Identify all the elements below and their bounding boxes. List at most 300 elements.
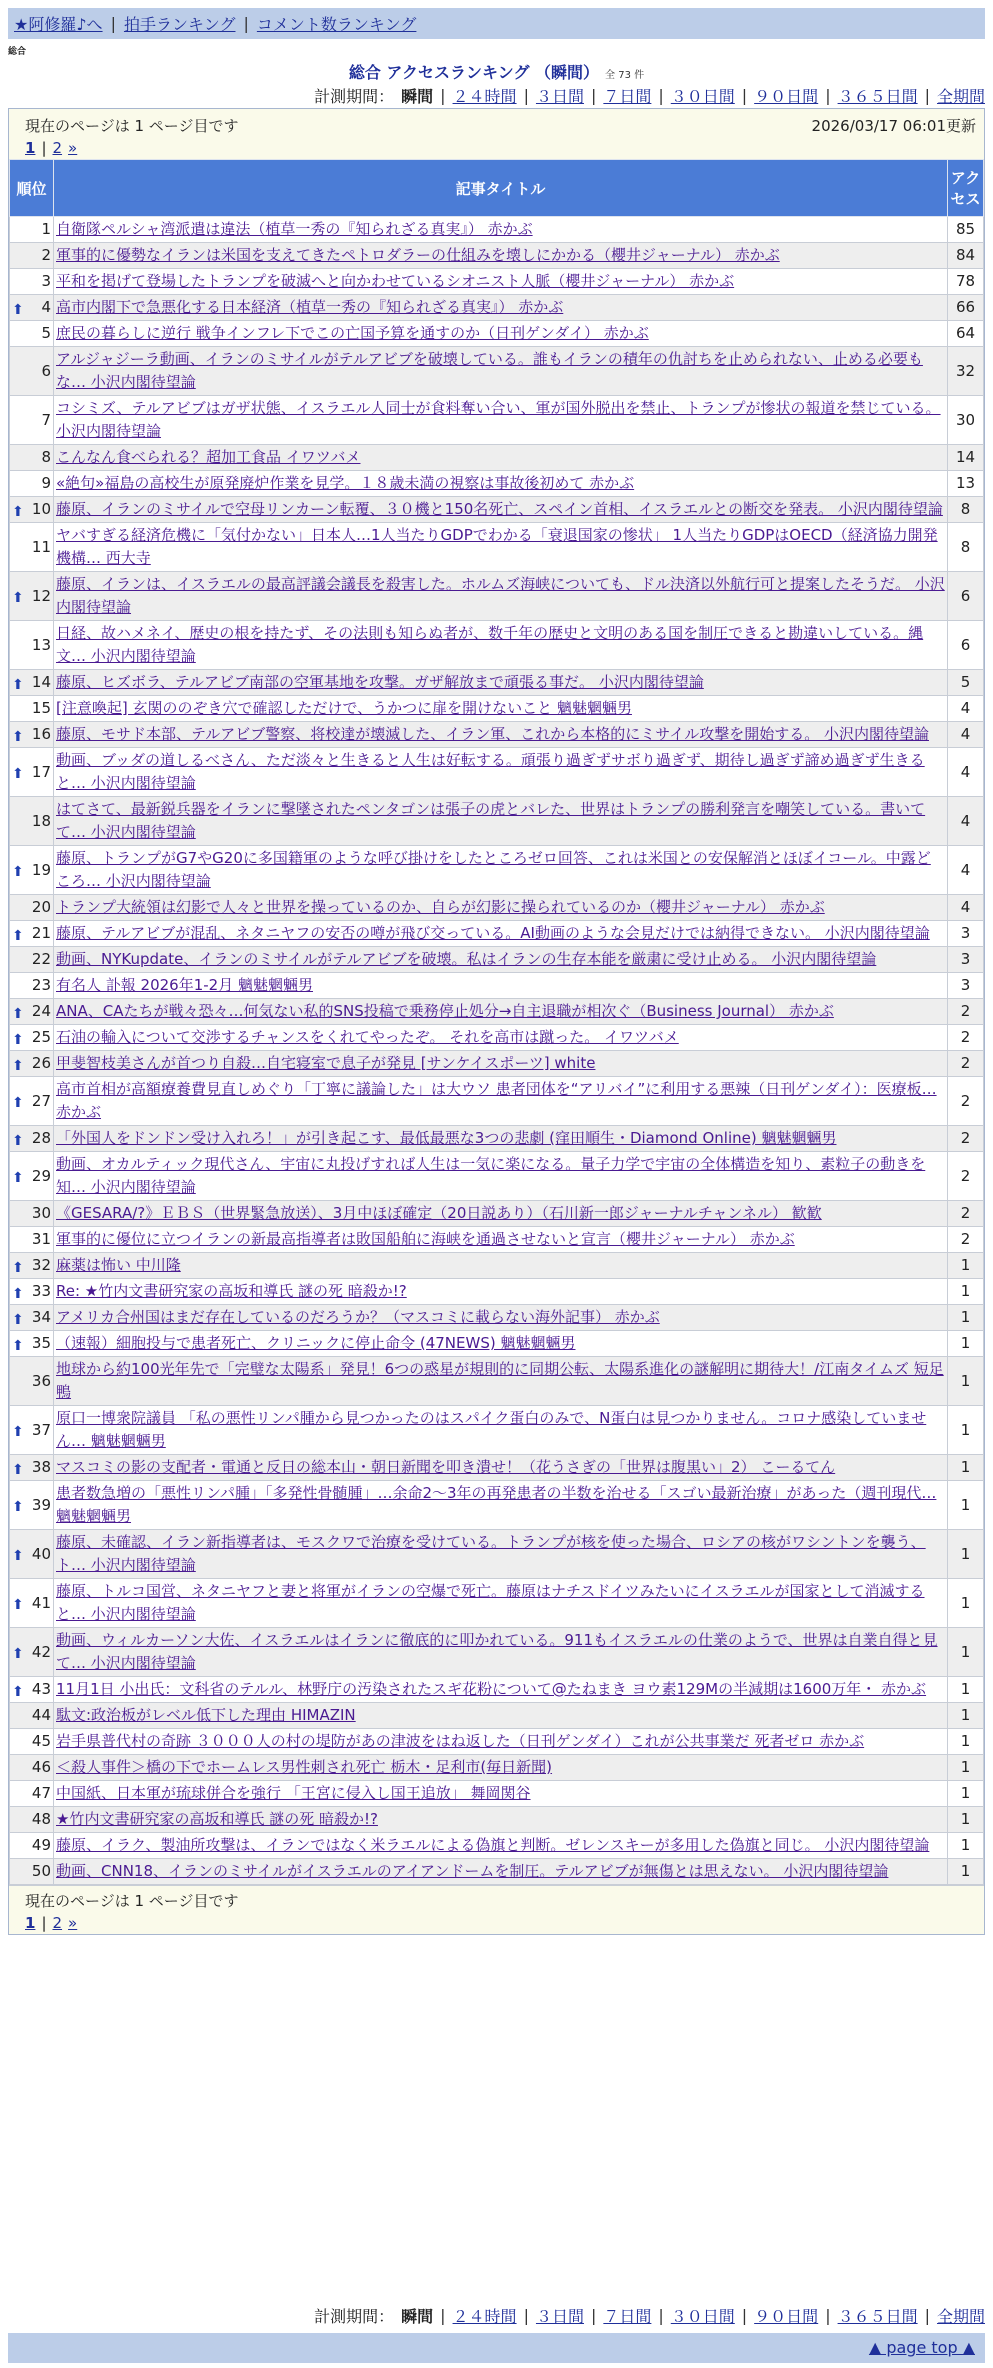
period-option-1[interactable]: ２４時間 — [452, 87, 517, 106]
rank-up-arrow-icon: ⬆ — [12, 1499, 24, 1515]
access-count: 6 — [948, 572, 984, 621]
table-row — [10, 347, 984, 396]
title-cell — [54, 973, 948, 999]
rank-up-arrow-icon: ⬆ — [12, 1683, 24, 1700]
access-count: 1 — [948, 1833, 984, 1859]
article-link[interactable]: 藤原、トルコ国営、ネタニヤフと妻と将軍がイランの空爆で死亡。藤原はナチスドイツみたいにイスラエルが国家として消滅すると… 小沢内閣待望論 — [56, 1582, 925, 1623]
table-row — [10, 895, 984, 921]
period-separator: | — [440, 86, 446, 105]
period-option-5[interactable]: ９０日間 — [754, 2307, 819, 2326]
rank-cell — [10, 1357, 54, 1406]
article-link[interactable]: 麻薬は怖い 中川隆 — [56, 1256, 181, 1274]
article-link[interactable]: 中国紙、日本軍が琉球併合を強行 「王宮に侵入し国王追放」 舞岡関谷 — [56, 1784, 531, 1802]
period-separator: | — [440, 2306, 446, 2325]
rank-cell — [10, 1755, 54, 1781]
period-option-4[interactable]: ３０日間 — [670, 87, 735, 106]
title-cell — [54, 497, 948, 523]
rank-number: 35 — [31, 1334, 51, 1352]
page-link-2[interactable]: 2 — [52, 1914, 63, 1932]
access-count: 4 — [948, 696, 984, 722]
nav-separator: | — [110, 14, 116, 33]
title-cell — [54, 1807, 948, 1833]
table-row — [10, 396, 984, 445]
article-link[interactable]: ヤバすぎる経済危機に「気付かない」日本人…1人当たりGDPでわかる「衰退国家の惨状」 1人当たりGDPはOECD（経済協力開発機構… 西大寺 — [56, 526, 938, 567]
rank-cell — [10, 1807, 54, 1833]
table-row — [10, 999, 984, 1025]
next-page-link[interactable]: » — [68, 1914, 78, 1932]
rank-number: 14 — [31, 673, 51, 691]
table-row — [10, 722, 984, 748]
rank-cell — [10, 973, 54, 999]
pagination — [25, 139, 77, 157]
article-link[interactable]: Re: ★竹内文書研究家の高坂和導氏 謎の死 暗殺か!? — [56, 1282, 407, 1300]
access-count: 1 — [948, 1481, 984, 1530]
rank-number: 31 — [31, 1230, 51, 1248]
comment-ranking-link[interactable]: コメント数ランキング — [256, 15, 417, 34]
title-cell — [54, 1579, 948, 1628]
period-label: 計測期間： — [314, 2307, 395, 2326]
rank-cell — [10, 243, 54, 269]
article-link[interactable]: 平和を掲げて登場したトランプを破滅へと向かわせているシオニスト人脈（櫻井ジャーナル） 赤かぶ — [56, 272, 735, 290]
rank-number: 28 — [31, 1129, 51, 1147]
rank-number: 23 — [31, 976, 51, 994]
rank-number: 9 — [41, 474, 51, 492]
title-cell — [54, 1331, 948, 1357]
rank-cell — [10, 1305, 54, 1331]
rank-up-arrow-icon: ⬆ — [12, 728, 24, 745]
access-count: 13 — [948, 471, 984, 497]
article-link[interactable]: 《GESARA/?》ＥＢＳ（世界緊急放送）、3月中ほぼ確定（20日説あり）（石川新一郎ジャーナルチャンネル） 歓歓 — [56, 1204, 822, 1222]
article-link[interactable]: 自衛隊ペルシャ湾派遣は違法（植草一秀の『知られざる真実』） 赤かぶ — [56, 220, 533, 238]
access-count: 4 — [948, 722, 984, 748]
period-separator: | — [924, 2306, 930, 2325]
rank-number: 47 — [31, 1784, 51, 1802]
access-count: 64 — [948, 321, 984, 347]
rank-cell — [10, 921, 54, 947]
article-link[interactable]: 動画、ブッダの道しるべさん、ただ淡々と生きると人生は好転する。頑張り過ぎずサボり過ぎず、期待し過ぎず諦め過ぎず生きると… 小沢内閣待望論 — [56, 751, 925, 792]
article-link[interactable]: «絶句»福島の高校生が原発廃炉作業を見学。１８歳未満の視察は事故後初めて 赤かぶ — [56, 474, 635, 492]
rank-cell — [10, 1703, 54, 1729]
rank-cell — [10, 523, 54, 572]
access-count: 4 — [948, 895, 984, 921]
article-link[interactable]: 11月1日 小出氏：文科省のテルル、林野庁の汚染されたスギ花粉について@たねまき ヨウ素129Mの半減期は1600万年・ 赤かぶ — [56, 1680, 927, 1698]
access-count: 3 — [948, 973, 984, 999]
rank-up-arrow-icon: ⬆ — [12, 1005, 24, 1022]
access-count: 1 — [948, 1703, 984, 1729]
clap-ranking-link[interactable]: 拍手ランキング — [123, 15, 236, 34]
rank-number: 48 — [31, 1810, 51, 1828]
table-row — [10, 748, 984, 797]
rank-cell — [10, 1077, 54, 1126]
rank-cell — [10, 670, 54, 696]
access-count: 1 — [948, 1305, 984, 1331]
article-link[interactable]: 原口一博衆院議員 「私の悪性リンパ腫から見つかったのはスパイク蛋白のみで、N蛋白は見つかりません。コロナ感染していません… 魑魅魍魎男 — [56, 1409, 927, 1450]
rank-cell — [10, 295, 54, 321]
rank-number: 4 — [41, 298, 51, 316]
article-link[interactable]: 藤原、モサド本部、テルアビブ警察、将校達が壊滅した、イラン軍、これから本格的にミサイル攻撃を開始する。 小沢内閣待望論 — [56, 725, 929, 743]
article-link[interactable]: はてさて、最新鋭兵器をイランに撃墜されたペンタゴンは張子の虎とバレた、世界はトランプの勝利発言を嘲笑している。書いてて… 小沢内閣待望論 — [56, 800, 926, 841]
table-row — [10, 1628, 984, 1677]
article-link[interactable]: 高市内閣下で急悪化する日本経済（植草一秀の『知られざる真実』） 赤かぶ — [56, 298, 564, 316]
rank-cell — [10, 1628, 54, 1677]
article-link[interactable]: 軍事的に優勢なイランは米国を支えてきたペトロダラーの仕組みを壊しにかかる（櫻井ジャーナル） 赤かぶ — [56, 246, 780, 264]
ranking-table — [9, 159, 984, 1885]
rank-number: 24 — [31, 1002, 51, 1020]
rank-cell — [10, 1227, 54, 1253]
table-row — [10, 445, 984, 471]
ranking-title-row — [0, 60, 993, 83]
access-count: 2 — [948, 1077, 984, 1126]
article-link[interactable]: こんなん食べられる？超加工食品 イワツバメ — [56, 448, 361, 466]
article-link[interactable]: 岩手県普代村の奇跡 ３０００人の村の堤防があの津波をはね返した（日刊ゲンダイ）これが公共事業だ 死者ゼロ 赤かぶ — [56, 1732, 865, 1750]
rank-cell — [10, 846, 54, 895]
period-selector — [314, 84, 985, 107]
rank-cell — [10, 1530, 54, 1579]
rank-number: 13 — [31, 635, 51, 654]
rank-up-arrow-icon: ⬆ — [12, 1095, 24, 1111]
access-count: 1 — [948, 1781, 984, 1807]
title-cell — [54, 1859, 948, 1885]
rank-cell — [10, 748, 54, 797]
top-nav-bar — [8, 8, 985, 39]
period-option-2[interactable]: ３日間 — [535, 87, 584, 106]
access-count: 2 — [948, 1126, 984, 1152]
article-link[interactable]: トランプ大統領は幻影で人々と世界を操っているのか、自らが幻影に操られているのか（櫻井ジャーナル） 赤かぶ — [56, 898, 825, 916]
article-link[interactable]: 動画、NYKupdate、イランのミサイルがテルアビブを破壊。私はイランの生存本能を厳粛に受け止める。 小沢内閣待望論 — [56, 950, 877, 968]
period-separator: | — [825, 2306, 831, 2325]
page-link-1[interactable]: 1 — [25, 1914, 36, 1932]
rank-up-arrow-icon: ⬆ — [12, 864, 24, 880]
title-cell — [54, 1530, 948, 1579]
home-link[interactable]: ★阿修羅♪へ — [14, 15, 103, 34]
title-cell — [54, 797, 948, 846]
article-link[interactable]: 石油の輸入について交渉するチャンスをくれてやったぞ。 それを高市は蹴った。 イワツバメ — [56, 1028, 679, 1046]
rank-number: 17 — [31, 762, 51, 781]
rank-up-arrow-icon: ⬆ — [12, 1424, 24, 1440]
rank-number: 37 — [31, 1420, 51, 1439]
access-count: 85 — [948, 217, 984, 243]
rank-cell — [10, 445, 54, 471]
table-row — [10, 846, 984, 895]
rank-cell — [10, 1279, 54, 1305]
rank-cell — [10, 572, 54, 621]
rank-number: 43 — [31, 1680, 51, 1698]
rank-number: 45 — [31, 1732, 51, 1750]
article-link[interactable]: 藤原、ヒズボラ、テルアビブ南部の空軍基地を攻撃。ガザ解放まで頑張る事だ。 小沢内閣待望論 — [56, 673, 704, 691]
article-link[interactable]: コシミズ、テルアビブはガザ状態、イスラエル人同士が食料奪い合い、軍が国外脱出を禁止、トランプが惨状の報道を禁じている。 小沢内閣待望論 — [56, 399, 941, 440]
access-count: 8 — [948, 497, 984, 523]
period-separator: | — [523, 2306, 529, 2325]
rank-number: 2 — [41, 246, 51, 264]
period-option-0: 瞬間 — [401, 87, 434, 106]
access-count: 5 — [948, 670, 984, 696]
article-link[interactable]: ANA、CAたちが戦々恐々…何気ない私的SNS投稿で乗務停止処分→自主退職が相次ぐ（Business Journal） 赤かぶ — [56, 1002, 834, 1020]
access-count: 78 — [948, 269, 984, 295]
article-link[interactable]: 動画、ウィルカーソン大佐、イスラエルはイランに徹底的に叩かれている。911もイスラエルの仕業のようで、世界は自業自得と見て… 小沢内閣待望論 — [56, 1631, 938, 1672]
rank-number: 40 — [31, 1544, 51, 1563]
title-cell — [54, 748, 948, 797]
access-count: 6 — [948, 621, 984, 670]
table-row — [10, 523, 984, 572]
table-row — [10, 797, 984, 846]
access-count: 2 — [948, 1152, 984, 1201]
access-count: 1 — [948, 1859, 984, 1885]
rank-number: 5 — [41, 324, 51, 342]
period-separator: | — [825, 86, 831, 105]
period-separator: | — [523, 86, 529, 105]
title-cell — [54, 921, 948, 947]
rank-cell — [10, 269, 54, 295]
access-count: 32 — [948, 347, 984, 396]
rank-up-arrow-icon: ⬆ — [12, 1597, 24, 1613]
article-link[interactable]: 駄文:政治板がレベル低下した理由 HIMAZIN — [56, 1706, 356, 1724]
period-separator: | — [590, 86, 597, 105]
period-separator: | — [741, 86, 748, 105]
article-link[interactable]: アルジャジーラ動画、イランのミサイルがテルアビブを破壊している。誰もイランの積年の仇討ちを止められない、止める必要もな… 小沢内閣待望論 — [56, 350, 923, 391]
rank-cell — [10, 1253, 54, 1279]
rank-cell — [10, 722, 54, 748]
table-row — [10, 1807, 984, 1833]
table-row — [10, 1677, 984, 1703]
title-cell — [54, 846, 948, 895]
page-top-link[interactable]: ▲ page top ▲ — [868, 2338, 975, 2357]
title-cell — [54, 1025, 948, 1051]
rank-number: 16 — [31, 725, 51, 743]
rank-up-arrow-icon: ⬆ — [12, 1057, 24, 1074]
period-option-2[interactable]: ３日間 — [535, 2307, 584, 2326]
nav-separator: | — [243, 14, 249, 33]
title-cell — [54, 1628, 948, 1677]
rank-up-arrow-icon: ⬆ — [12, 1259, 24, 1276]
title-cell — [54, 670, 948, 696]
rank-cell — [10, 895, 54, 921]
rank-cell — [10, 217, 54, 243]
access-count: 4 — [948, 846, 984, 895]
article-link[interactable]: 動画、オカルティック現代さん、宇宙に丸投げすれば人生は一気に楽になる。量子力学で宇宙の全体構造を知り、素粒子の動きを知… 小沢内閣待望論 — [56, 1155, 926, 1196]
rank-up-arrow-icon: ⬆ — [12, 590, 24, 606]
rank-number: 30 — [31, 1204, 51, 1222]
article-link[interactable]: [注意喚起] 玄関ののぞき穴で確認しただけで、うかつに扉を開けないこと 魑魅魍魎男 — [56, 699, 632, 717]
title-cell — [54, 269, 948, 295]
rank-up-arrow-icon: ⬆ — [12, 1170, 24, 1186]
rank-cell — [10, 1729, 54, 1755]
article-link[interactable]: 軍事的に優位に立つイランの新最高指導者は敗国船舶に海峡を通過させないと宣言（櫻井ジャーナル） 赤かぶ — [56, 1230, 795, 1248]
article-link[interactable]: 動画、CNN18、イランのミサイルがイスラエルのアイアンドームを制圧。テルアビブが無傷とは思えない。 小沢内閣待望論 — [56, 1862, 889, 1880]
period-option-5[interactable]: ９０日間 — [754, 87, 819, 106]
access-count: 14 — [948, 445, 984, 471]
rank-number: 22 — [31, 950, 51, 968]
title-cell — [54, 1126, 948, 1152]
rank-number: 25 — [31, 1028, 51, 1046]
rank-cell — [10, 1331, 54, 1357]
article-link[interactable]: 「外国人をドンドン受け入れろ！」が引き起こす、最低最悪な3つの悲劇 (窪田順生・Diamond Online) 魑魅魍魎男 — [56, 1129, 837, 1147]
period-option-4[interactable]: ３０日間 — [670, 2307, 735, 2326]
title-cell — [54, 1152, 948, 1201]
table-row — [10, 1025, 984, 1051]
table-row — [10, 1227, 984, 1253]
table-row — [10, 1833, 984, 1859]
rank-number: 18 — [31, 811, 51, 830]
article-link[interactable]: 藤原、イラク、製油所攻撃は、イランではなく米ラエルによる偽旗と判断。ゼレンスキーが多用した偽旗と同じ。 小沢内閣待望論 — [56, 1836, 930, 1854]
rank-number: 49 — [31, 1836, 51, 1854]
access-count: 1 — [948, 1455, 984, 1481]
table-row — [10, 295, 984, 321]
table-row — [10, 696, 984, 722]
article-link[interactable]: ＜殺人事件＞橋の下でホームレス男性刺され死亡 栃木・足利市(毎日新聞) — [56, 1758, 553, 1776]
table-row — [10, 1253, 984, 1279]
table-row — [10, 1729, 984, 1755]
pager-separator: | — [41, 1914, 47, 1932]
rank-cell — [10, 696, 54, 722]
table-row — [10, 1201, 984, 1227]
period-option-7[interactable]: 全期間 — [936, 87, 985, 106]
article-link[interactable]: 藤原、トランプがG7やG20に多国籍軍のような呼び掛けをしたところゼロ回答、これは米国との安保解消とほぼイコール。中露どころ… 小沢内閣待望論 — [56, 849, 931, 890]
period-option-6[interactable]: ３６５日間 — [837, 87, 918, 106]
page-link-2[interactable]: 2 — [52, 139, 63, 157]
article-link[interactable]: 地球から約100光年先で「完璧な太陽系」発見！6つの惑星が規則的に同期公転、太陽系進化の謎解明に期待大！/江南タイムズ 短足鴨 — [56, 1360, 944, 1401]
rank-cell — [10, 1677, 54, 1703]
rank-up-arrow-icon: ⬆ — [12, 1031, 24, 1048]
access-count: 8 — [948, 523, 984, 572]
period-option-3[interactable]: ７日間 — [603, 2307, 652, 2326]
rank-cell — [10, 396, 54, 445]
table-row — [10, 1579, 984, 1628]
title-cell — [54, 471, 948, 497]
article-link[interactable]: 有名人 訃報 2026年1-2月 魑魅魍魎男 — [56, 976, 313, 994]
title-cell — [54, 243, 948, 269]
rank-number: 46 — [31, 1758, 51, 1776]
article-link[interactable]: 日経、故ハメネイ、歴史の根を持たず、その法則も知らぬ者が、数千年の歴史と文明のある国を制圧できると勘違いしている。縄文… 小沢内閣待望論 — [56, 624, 924, 665]
article-link[interactable]: 患者数急増の「悪性リンパ腫」「多発性骨髄腫」…余命2〜3年の再発患者の半数を治せる「スゴい最新治療」があった（週刊現代… 魑魅魍魎男 — [56, 1484, 937, 1525]
pagination — [25, 1914, 77, 1932]
next-page-link[interactable]: » — [68, 139, 78, 157]
table-row — [10, 1305, 984, 1331]
rank-number: 50 — [31, 1862, 51, 1880]
access-count: 1 — [948, 1331, 984, 1357]
period-option-3[interactable]: ７日間 — [603, 87, 652, 106]
rank-cell — [10, 1025, 54, 1051]
table-row — [10, 572, 984, 621]
table-row — [10, 1455, 984, 1481]
title-cell — [54, 1703, 948, 1729]
pager-separator: | — [41, 139, 47, 157]
table-row — [10, 670, 984, 696]
rank-up-arrow-icon: ⬆ — [12, 1646, 24, 1662]
title-cell — [54, 1051, 948, 1077]
table-row — [10, 1481, 984, 1530]
rank-number: 29 — [31, 1166, 51, 1185]
article-link[interactable]: 庶民の暮らしに逆行 戦争インフレ下でこの亡国予算を通すのか（日刊ゲンダイ） 赤かぶ — [56, 324, 649, 342]
rank-up-arrow-icon: ⬆ — [12, 766, 24, 782]
access-count: 4 — [948, 748, 984, 797]
rank-cell — [10, 1833, 54, 1859]
rank-up-arrow-icon: ⬆ — [12, 927, 24, 944]
period-separator: | — [658, 2306, 664, 2325]
rank-number: 1 — [41, 220, 51, 238]
article-link[interactable]: 藤原、テルアビブが混乱、ネタニヤフの安否の噂が飛び交っている。AI動画のような会見だけでは納得できない。 小沢内閣待望論 — [56, 924, 930, 942]
article-link[interactable]: 藤原、未確認、イラン新指導者は、モスクワで治療を受けている。トランプが核を使った場合、ロシアの核がワシントンを襲う、ト… 小沢内閣待望論 — [56, 1533, 926, 1574]
rank-number: 44 — [31, 1706, 51, 1724]
access-count: 1 — [948, 1755, 984, 1781]
rank-up-arrow-icon: ⬆ — [12, 1285, 24, 1302]
title-cell — [54, 999, 948, 1025]
period-label: 計測期間： — [314, 87, 395, 106]
access-count: 2 — [948, 1201, 984, 1227]
rank-cell — [10, 1455, 54, 1481]
access-count: 1 — [948, 1628, 984, 1677]
table-row — [10, 1859, 984, 1885]
rank-number: 21 — [31, 924, 51, 942]
title-cell — [54, 217, 948, 243]
rank-number: 15 — [31, 699, 51, 717]
table-row — [10, 1279, 984, 1305]
title-cell — [54, 1781, 948, 1807]
page-info-footer — [9, 1885, 984, 1934]
access-count: 30 — [948, 396, 984, 445]
period-selector — [314, 2304, 985, 2327]
rank-number: 8 — [41, 448, 51, 466]
article-link[interactable]: 藤原、イランは、イスラエルの最高評議会議長を殺害した。ホルムズ海峡についても、ドル決済以外航行可と提案したそうだ。 小沢内閣待望論 — [56, 575, 945, 616]
table-header-row — [10, 160, 984, 217]
article-link[interactable]: アメリカ合州国はまだ存在しているのだろうか？（マスコミに載らない海外記事） 赤かぶ — [56, 1308, 660, 1326]
title-cell — [54, 722, 948, 748]
rank-number: 20 — [31, 898, 51, 916]
period-option-6[interactable]: ３６５日間 — [837, 2307, 918, 2326]
article-link[interactable]: 高市首相が高額療養費見直しめぐり「丁寧に議論した」は大ウソ 患者団体を“アリバイ”に利用する悪辣（日刊ゲンダイ）：医療板… 赤かぶ — [56, 1080, 937, 1121]
period-option-1[interactable]: ２４時間 — [452, 2307, 517, 2326]
article-link[interactable]: ★竹内文書研究家の高坂和導氏 謎の死 暗殺か!? — [56, 1810, 378, 1828]
title-cell — [54, 696, 948, 722]
title-cell — [54, 1077, 948, 1126]
period-option-7[interactable]: 全期間 — [936, 2307, 985, 2326]
table-row — [10, 921, 984, 947]
rank-cell — [10, 621, 54, 670]
title-cell — [54, 621, 948, 670]
rank-cell — [10, 1481, 54, 1530]
access-count: 1 — [948, 1579, 984, 1628]
page-link-1[interactable]: 1 — [25, 139, 36, 157]
rank-number: 27 — [31, 1091, 51, 1110]
title-cell — [54, 1406, 948, 1455]
period-separator: | — [658, 86, 664, 105]
period-option-0: 瞬間 — [401, 2307, 434, 2326]
title-cell — [54, 396, 948, 445]
rank-number: 10 — [31, 500, 51, 518]
current-page-text: 現在のページは 1 ページ目です — [25, 117, 239, 135]
rank-up-arrow-icon: ⬆ — [12, 1132, 24, 1149]
article-link[interactable]: 甲斐智枝美さんが首つり自殺…自宅寝室で息子が発見 [サンケイスポーツ] white — [56, 1054, 596, 1072]
title-cell — [54, 895, 948, 921]
article-link[interactable]: 藤原、イランのミサイルで空母リンカーン転覆、３０機と150名死亡、スペイン首相、イスラエルとの断交を発表。 小沢内閣待望論 — [56, 500, 943, 518]
rank-header: 順位 — [10, 160, 54, 217]
title-cell — [54, 1305, 948, 1331]
article-link[interactable]: マスコミの影の支配者・電通と反日の総本山・朝日新聞を叩き潰せ！（花うさぎの「世界は腹黒い」2） こーるてん — [56, 1458, 836, 1476]
rank-cell — [10, 797, 54, 846]
access-header: アクセス — [948, 160, 984, 217]
ranking-panel — [8, 108, 985, 1935]
article-link[interactable]: （速報）細胞投与で患者死亡、クリニックに停止命令 (47NEWS) 魑魅魍魎男 — [56, 1334, 576, 1352]
rank-number: 11 — [31, 537, 51, 556]
updated-timestamp: 2026/03/17 06:01更新 — [811, 117, 976, 135]
rank-cell — [10, 497, 54, 523]
access-count: 1 — [948, 1406, 984, 1455]
access-count: 2 — [948, 1051, 984, 1077]
access-count: 1 — [948, 1807, 984, 1833]
rank-number: 26 — [31, 1054, 51, 1072]
table-row — [10, 1357, 984, 1406]
access-count: 1 — [948, 1357, 984, 1406]
table-row — [10, 1781, 984, 1807]
